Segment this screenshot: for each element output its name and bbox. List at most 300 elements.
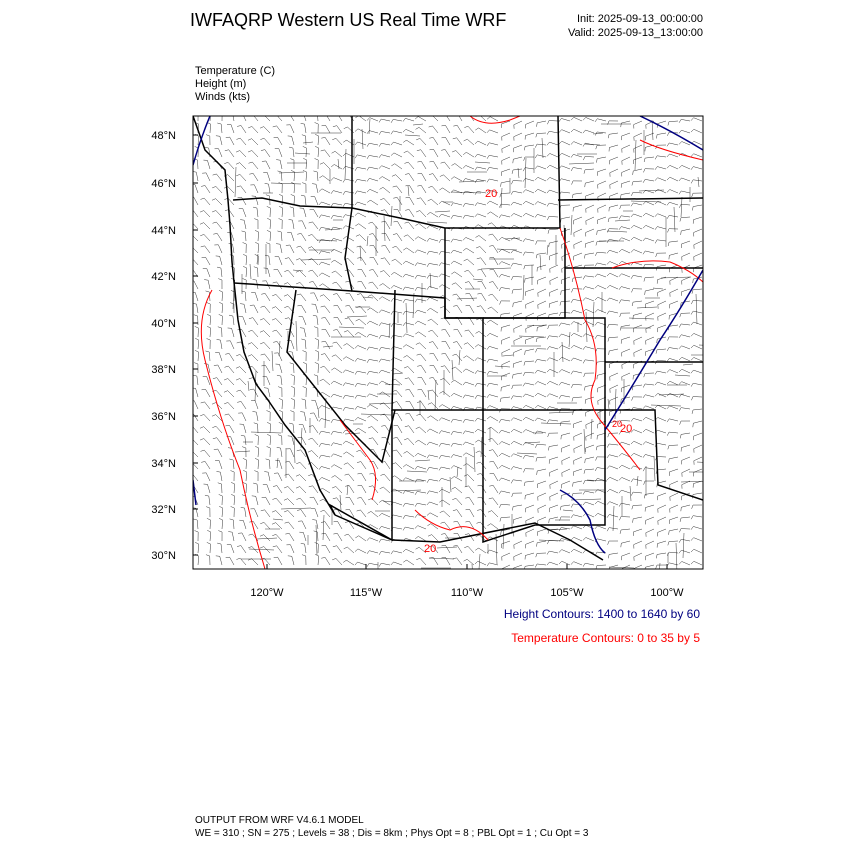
wind-barb-shaft <box>292 556 294 565</box>
wind-barb-flag <box>202 257 206 258</box>
wind-barb-shaft <box>300 259 306 265</box>
wind-barb-flag <box>315 134 319 136</box>
wind-barb-shaft <box>501 517 510 518</box>
wind-barb-shaft <box>455 272 462 277</box>
wind-barb-shaft <box>585 287 594 289</box>
wind-barb-shaft <box>443 188 450 193</box>
wind-barb-flag <box>631 466 634 469</box>
county-boundary <box>235 167 236 197</box>
county-boundary <box>542 138 543 158</box>
wind-barb-flag <box>308 234 312 235</box>
wind-barb-flag <box>487 179 489 182</box>
wind-barb-shaft <box>228 187 234 193</box>
wind-barb-flag <box>206 555 210 556</box>
wind-barb-shaft <box>454 177 462 181</box>
wind-barb-flag <box>343 191 345 194</box>
wind-barb-shaft <box>466 442 474 445</box>
wind-barb-shaft <box>372 426 378 433</box>
wind-barb-shaft <box>610 489 618 493</box>
wind-barb-flag <box>333 305 337 306</box>
wind-barb-flag <box>188 426 192 427</box>
wind-barb-shaft <box>347 547 354 553</box>
wind-barb-flag <box>248 343 252 345</box>
wind-barb-shaft <box>444 378 450 385</box>
wind-barb-shaft <box>693 322 702 325</box>
wind-barb-flag <box>274 137 278 138</box>
wind-barb-flag <box>200 223 204 225</box>
wind-barb-shaft <box>445 125 450 133</box>
wind-barb-flag <box>512 290 513 294</box>
wind-barb-flag <box>643 251 645 254</box>
wind-barb-shaft <box>634 214 642 217</box>
wind-barb-shaft <box>265 365 270 373</box>
wind-barb-flag <box>548 230 549 234</box>
wind-barb-shaft <box>345 215 354 217</box>
wind-barb-shaft <box>294 184 295 193</box>
wind-barb-shaft <box>525 145 534 146</box>
wind-barb-flag <box>331 419 333 422</box>
wind-barb-shaft <box>393 119 402 121</box>
wind-barb-shaft <box>360 246 366 253</box>
wind-barb-flag <box>595 478 597 481</box>
wind-barb-flag <box>463 215 465 218</box>
wind-barb-shaft <box>243 317 246 325</box>
wind-barb-shaft <box>394 285 402 289</box>
wind-barb-flag <box>416 558 420 559</box>
wind-barb-shaft <box>454 380 462 385</box>
wind-barb-flag <box>679 165 682 168</box>
wind-barb-shaft <box>550 381 558 385</box>
wind-barb-shaft <box>408 366 414 373</box>
wind-barb-shaft <box>622 477 630 481</box>
wind-barb-flag <box>487 563 489 566</box>
wind-barb-flag <box>369 234 373 235</box>
wind-barb-shaft <box>337 317 342 325</box>
wind-barb-shaft <box>196 508 198 517</box>
wind-barb-shaft <box>384 198 390 205</box>
wind-barb-shaft <box>633 385 642 386</box>
wind-barb-shaft <box>429 275 438 277</box>
wind-barb-shaft <box>465 179 474 181</box>
wind-barb-flag <box>487 155 489 158</box>
county-boundary <box>251 432 281 433</box>
wind-barb-shaft <box>693 409 702 410</box>
wind-barb-flag <box>691 397 693 401</box>
wind-barb-flag <box>320 510 324 511</box>
wind-barb-shaft <box>397 197 402 205</box>
wind-barb-shaft <box>645 565 654 567</box>
wind-barb-shaft <box>682 469 690 473</box>
wind-barb-flag <box>583 491 585 494</box>
wind-barb-flag <box>547 121 549 125</box>
wind-barb-flag <box>464 139 468 141</box>
wind-barb-flag <box>679 394 681 397</box>
wind-barb-shaft <box>288 474 294 481</box>
wind-barb-flag <box>355 406 357 409</box>
wind-barb-shaft <box>358 142 366 145</box>
county-boundary <box>362 129 363 149</box>
wind-barb-shaft <box>646 301 654 304</box>
wind-barb-shaft <box>561 179 570 181</box>
wind-barb-flag <box>188 439 192 441</box>
wind-barb-shaft <box>574 217 582 220</box>
wind-barb-flag <box>681 231 682 235</box>
county-boundary <box>540 255 541 270</box>
wind-barb-flag <box>608 218 609 222</box>
wind-barb-shaft <box>445 149 450 157</box>
wind-barb-shaft <box>681 505 690 507</box>
wind-barb-flag <box>463 382 466 385</box>
wind-barb-shaft <box>264 306 270 313</box>
wind-barb-shaft <box>372 498 378 505</box>
wind-barb-shaft <box>445 557 450 565</box>
wind-barb-flag <box>290 363 294 364</box>
wind-barb-flag <box>255 446 259 448</box>
wind-barb-shaft <box>359 224 366 229</box>
wind-barb-flag <box>273 546 277 547</box>
wind-barb-flag <box>667 177 670 180</box>
wind-barb-flag <box>499 249 502 252</box>
wind-barb-shaft <box>373 257 378 265</box>
wind-barb-shaft <box>233 244 234 253</box>
wind-barb-flag <box>607 298 610 301</box>
wind-barb-flag <box>643 468 645 471</box>
wind-barb-shaft <box>622 553 630 556</box>
wind-barb-flag <box>416 138 420 139</box>
wind-barb-shaft <box>457 510 462 517</box>
wind-barb-flag <box>415 117 418 120</box>
wind-barb-shaft <box>634 325 642 328</box>
wind-barb-flag <box>656 350 657 354</box>
wind-barb-flag <box>319 239 321 242</box>
wind-barb-shaft <box>645 395 654 397</box>
wind-barb-shaft <box>193 413 198 421</box>
wind-barb-shaft <box>385 245 390 253</box>
wind-barb-shaft <box>325 317 330 325</box>
wind-barb-flag <box>583 334 586 337</box>
wind-barb-shaft <box>646 325 654 329</box>
wind-barb-flag <box>596 242 597 246</box>
wind-barb-shaft <box>477 154 486 157</box>
wind-barb-shaft <box>693 289 702 290</box>
wind-barb-shaft <box>240 367 246 373</box>
wind-barb-shaft <box>525 289 534 292</box>
wind-barb-shaft <box>433 365 438 373</box>
wind-barb-shaft <box>252 546 258 553</box>
wind-barb-flag <box>692 505 693 509</box>
wind-barb-flag <box>655 178 658 181</box>
wind-barb-shaft <box>204 450 210 457</box>
wind-barb-shaft <box>373 269 378 277</box>
wind-barb-flag <box>488 223 492 225</box>
wind-barb-shaft <box>574 229 582 233</box>
wind-barb-shaft <box>573 265 582 267</box>
wind-barb-flag <box>453 521 457 522</box>
wind-barb-shaft <box>381 119 390 121</box>
wind-barb-flag <box>312 520 316 521</box>
wind-barb-flag <box>523 190 526 193</box>
wind-barb-shaft <box>490 117 498 121</box>
wind-barb-flag <box>331 238 333 241</box>
wind-barb-shaft <box>393 551 402 553</box>
wind-barb-shaft <box>240 558 246 565</box>
wind-barb-shaft <box>321 431 330 433</box>
wind-barb-flag <box>596 159 597 163</box>
wind-barb-shaft <box>549 347 558 349</box>
wind-barb-flag <box>631 492 633 496</box>
wind-barb-shaft <box>586 229 594 232</box>
wind-barb-flag <box>379 370 382 373</box>
wind-barb-flag <box>253 279 257 280</box>
wind-barb-flag <box>679 142 682 145</box>
wind-barb-flag <box>343 140 346 142</box>
wind-barb-shaft <box>381 131 390 133</box>
wind-barb-flag <box>231 482 235 484</box>
wind-barb-shaft <box>357 191 366 193</box>
wind-barb-shaft <box>549 551 558 553</box>
wind-barb-flag <box>607 262 610 265</box>
wind-barb-shaft <box>432 390 438 397</box>
wind-barb-flag <box>547 216 549 220</box>
wind-barb-flag <box>643 395 645 398</box>
county-boundary <box>481 268 511 269</box>
wind-barb-shaft <box>479 128 486 133</box>
wind-barb-flag <box>667 348 669 351</box>
wind-barb-shaft <box>220 136 222 145</box>
wind-barb-flag <box>429 126 433 127</box>
wind-barb-shaft <box>337 126 342 133</box>
wind-barb-flag <box>430 365 434 366</box>
wind-barb-flag <box>525 351 526 355</box>
wind-barb-shaft <box>609 444 618 445</box>
wind-barb-shaft <box>550 265 558 269</box>
wind-barb-shaft <box>385 258 390 265</box>
wind-barb-flag <box>344 547 348 549</box>
wind-barb-flag <box>487 383 489 386</box>
wind-barb-flag <box>643 406 646 409</box>
contour-label: 20 <box>620 423 633 435</box>
lat-label: 34°N <box>151 458 176 470</box>
wind-barb-shaft <box>621 287 630 289</box>
wind-barb-flag <box>302 183 306 184</box>
wind-barb-shaft <box>477 371 486 373</box>
wind-barb-flag <box>273 282 277 283</box>
wind-barb-shaft <box>349 485 354 493</box>
wind-barb-shaft <box>361 485 366 493</box>
wind-barb-flag <box>188 222 192 223</box>
wind-barb-flag <box>547 358 550 361</box>
wind-barb-shaft <box>562 370 570 373</box>
wind-barb-shaft <box>347 452 354 457</box>
wind-barb-shaft <box>359 536 366 541</box>
wind-barb-shaft <box>538 189 546 193</box>
wind-barb-flag <box>499 465 502 468</box>
wind-barb-shaft <box>657 371 666 373</box>
wind-barb-shaft <box>549 190 558 193</box>
wind-barb-flag <box>452 354 456 355</box>
wind-barb-shaft <box>682 241 690 244</box>
wind-barb-flag <box>243 470 247 472</box>
wind-barb-shaft <box>526 121 534 124</box>
wind-barb-flag <box>345 485 349 486</box>
wind-barb-flag <box>403 323 405 326</box>
wind-barb-shaft <box>646 541 654 545</box>
wind-barb-shaft <box>230 341 234 349</box>
wind-barb-flag <box>253 483 257 484</box>
wind-barb-flag <box>536 133 537 137</box>
wind-barb-flag <box>679 369 682 372</box>
arizona-border <box>330 410 392 540</box>
wind-barb-shaft <box>489 371 498 373</box>
wind-barb-flag <box>207 302 211 304</box>
wind-barb-flag <box>441 533 445 534</box>
wind-barb-flag <box>585 459 586 463</box>
wind-barb-flag <box>261 354 265 355</box>
wind-barb-shaft <box>265 293 270 301</box>
wind-barb-shaft <box>317 112 318 121</box>
wind-barb-flag <box>243 254 247 256</box>
wind-barb-flag <box>200 427 204 429</box>
wind-barb-shaft <box>231 437 234 445</box>
wind-barb-shaft <box>301 233 306 241</box>
wind-barb-shaft <box>514 565 522 568</box>
wind-barb-flag <box>585 183 586 187</box>
wind-barb-flag <box>189 270 193 271</box>
wind-barb-flag <box>453 510 457 511</box>
wind-barb-flag <box>466 509 470 510</box>
wind-barb-shaft <box>550 177 558 181</box>
wind-barb-flag <box>440 306 444 308</box>
wind-barb-shaft <box>549 457 558 460</box>
wind-barb-flag <box>631 479 633 482</box>
county-boundary <box>415 460 430 461</box>
wind-barb-flag <box>207 518 211 520</box>
county-boundary <box>405 135 420 136</box>
wind-barb-flag <box>284 283 288 285</box>
wind-barb-shaft <box>349 497 354 505</box>
wind-barb-shaft <box>646 337 654 341</box>
wind-barb-shaft <box>345 395 354 397</box>
wind-barb-flag <box>667 370 670 373</box>
wind-barb-shaft <box>621 121 630 123</box>
wind-barb-shaft <box>347 127 354 133</box>
wind-barb-shaft <box>537 564 546 565</box>
wind-barb-flag <box>631 289 633 293</box>
wind-barb-shaft <box>252 330 258 337</box>
wind-barb-shaft <box>246 268 247 277</box>
nevada-border <box>287 290 395 462</box>
wind-barb-shaft <box>682 382 690 385</box>
wind-barb-flag <box>406 197 410 198</box>
wind-barb-shaft <box>334 454 342 457</box>
wind-barb-flag <box>266 411 270 412</box>
wind-barb-flag <box>499 430 501 433</box>
wind-barb-flag <box>656 554 657 558</box>
wind-barb-shaft <box>634 565 642 569</box>
wind-barb-shaft <box>290 545 294 553</box>
lat-label: 30°N <box>151 550 176 562</box>
wind-barb-shaft <box>441 214 450 217</box>
wind-barb-shaft <box>670 493 678 497</box>
wind-barb-shaft <box>218 245 222 253</box>
wind-barb-shaft <box>469 293 474 301</box>
wind-barb-shaft <box>586 193 594 196</box>
wind-barb-shaft <box>321 419 330 421</box>
wind-barb-shaft <box>419 127 426 133</box>
wind-barb-flag <box>429 161 433 162</box>
wind-barb-shaft <box>321 227 330 229</box>
wind-barb-shaft <box>597 539 606 541</box>
wind-barb-shaft <box>204 198 210 205</box>
wind-barb-flag <box>319 215 321 218</box>
wind-barb-flag <box>290 411 294 412</box>
wind-barb-flag <box>355 345 358 348</box>
wind-barb-shaft <box>573 371 582 373</box>
county-boundary <box>696 294 697 324</box>
wind-barb-shaft <box>325 113 330 121</box>
wind-barb-flag <box>248 546 252 548</box>
wind-barb-flag <box>657 339 658 343</box>
wind-barb-flag <box>667 419 669 422</box>
wind-barb-flag <box>523 442 525 445</box>
wind-barb-shaft <box>406 345 414 349</box>
county-boundary <box>452 360 453 380</box>
wind-barb-shaft <box>397 234 402 241</box>
wind-barb-shaft <box>681 445 690 448</box>
wind-barb-shaft <box>694 457 702 461</box>
wind-barb-flag <box>477 510 481 511</box>
county-boundary <box>523 275 524 300</box>
wind-barb-shaft <box>369 563 378 565</box>
wind-barb-shaft <box>633 203 642 205</box>
wind-barb-shaft <box>492 294 498 301</box>
wind-barb-flag <box>309 426 313 427</box>
wind-barb-flag <box>379 513 382 516</box>
wind-barb-flag <box>391 285 394 288</box>
wind-barb-shaft <box>217 438 222 445</box>
wind-barb-shaft <box>346 153 354 157</box>
wind-barb-shaft <box>455 164 462 169</box>
wind-barb-shaft <box>266 161 270 169</box>
wind-barb-shaft <box>276 523 282 529</box>
wind-barb-shaft <box>198 544 199 553</box>
wind-barb-shaft <box>317 532 318 541</box>
wind-barb-flag <box>416 211 420 213</box>
wind-barb-flag <box>206 507 210 508</box>
wind-barb-flag <box>668 242 669 246</box>
wind-barb-flag <box>285 113 289 114</box>
wind-barb-flag <box>343 357 346 360</box>
wind-barb-shaft <box>609 553 618 554</box>
wind-barb-flag <box>487 359 489 362</box>
wind-barb-shaft <box>513 373 522 375</box>
wind-barb-flag <box>524 265 525 269</box>
wind-barb-shaft <box>670 381 678 385</box>
wind-barb-flag <box>547 336 549 340</box>
wind-barb-flag <box>656 565 657 569</box>
wind-barb-shaft <box>228 391 234 397</box>
wind-barb-shaft <box>252 355 258 361</box>
wind-barb-shaft <box>358 549 366 553</box>
wind-barb-flag <box>500 518 501 522</box>
wind-barb-shaft <box>270 220 271 229</box>
wind-barb-shaft <box>658 405 666 409</box>
county-boundary <box>584 429 585 454</box>
wind-barb-flag <box>453 294 457 295</box>
wind-barb-shaft <box>241 186 246 193</box>
county-boundary <box>472 564 473 584</box>
wind-barb-flag <box>559 141 562 144</box>
